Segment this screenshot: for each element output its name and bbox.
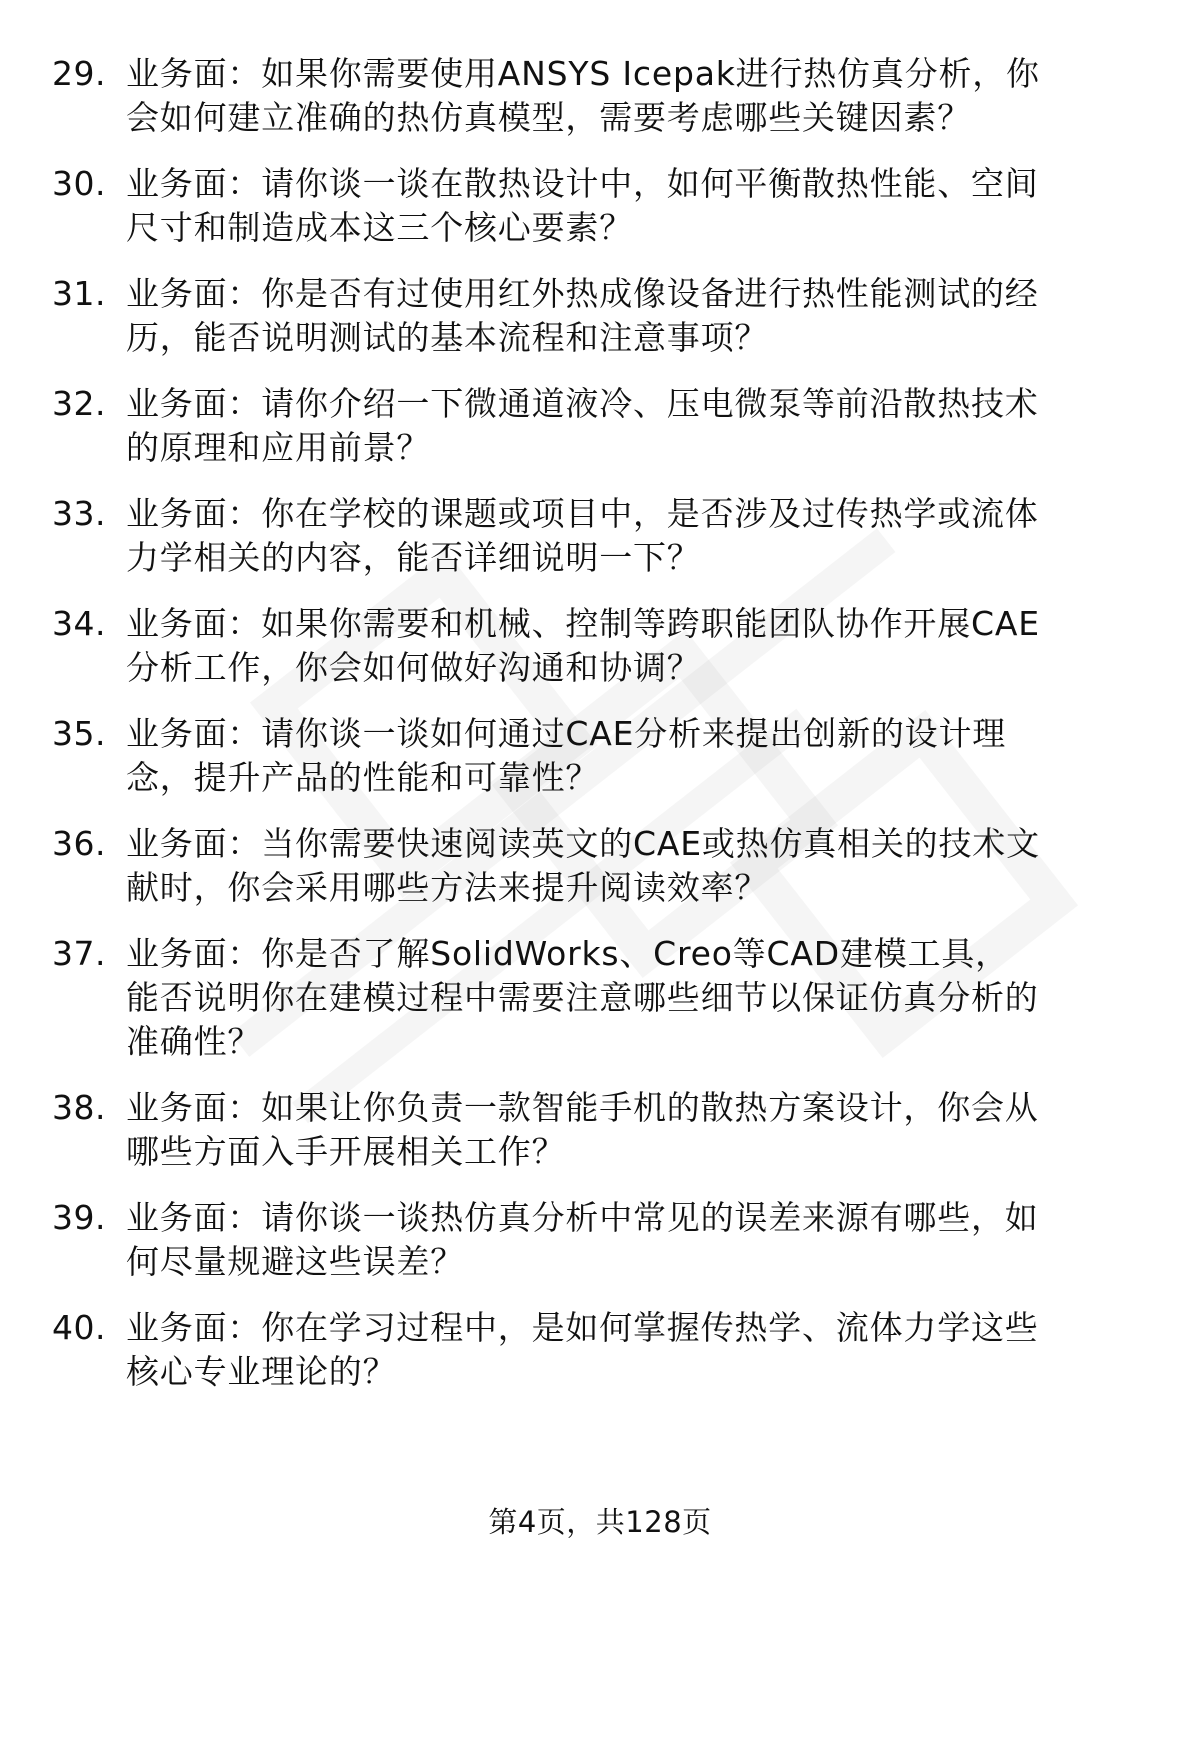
- question-item: [0, 492, 1200, 580]
- question-text: 业务面：你在学习过程中，是如何掌握传热学、流体力学这些核心专业理论的？: [126, 1308, 1039, 1391]
- question-text: 业务面：请你谈一谈在散热设计中，如何平衡散热性能、空间尺寸和制造成本这三个核心要素？: [126, 164, 1039, 247]
- question-number: 30.: [52, 164, 106, 203]
- question-item: [0, 602, 1200, 690]
- question-number: 31.: [52, 274, 106, 313]
- question-number: 39.: [52, 1198, 106, 1237]
- question-item: [0, 52, 1200, 140]
- question-item: [0, 1196, 1200, 1284]
- question-number: 38.: [52, 1088, 106, 1127]
- question-number: 36.: [52, 824, 106, 863]
- question-text: 业务面：如果你需要使用ANSYS Icepak进行热仿真分析，你会如何建立准确的热仿真模型，需要考虑哪些关键因素？: [126, 54, 1040, 137]
- question-text: 业务面：你是否了解SolidWorks、Creo等CAD建模工具，能否说明你在建模过程中需要注意哪些细节以保证仿真分析的准确性？: [126, 934, 1039, 1061]
- question-item: [0, 712, 1200, 800]
- question-number: 32.: [52, 384, 106, 423]
- question-number: 40.: [52, 1308, 106, 1347]
- question-item: [0, 382, 1200, 470]
- question-text: 业务面：请你介绍一下微通道液冷、压电微泵等前沿散热技术的原理和应用前景？: [126, 384, 1039, 467]
- question-number: 34.: [52, 604, 106, 643]
- question-number: 29.: [52, 54, 106, 93]
- question-text: 业务面：如果你需要和机械、控制等跨职能团队协作开展CAE分析工作，你会如何做好沟通和协调？: [126, 604, 1040, 687]
- question-number: 37.: [52, 934, 106, 973]
- question-text: 业务面：你在学校的课题或项目中，是否涉及过传热学或流体力学相关的内容，能否详细说明一下？: [126, 494, 1039, 577]
- question-item: [0, 162, 1200, 250]
- question-list: [0, 52, 1200, 1416]
- question-text: 业务面：当你需要快速阅读英文的CAE或热仿真相关的技术文献时，你会采用哪些方法来提升阅读效率？: [126, 824, 1040, 907]
- question-item: [0, 272, 1200, 360]
- question-number: 33.: [52, 494, 106, 533]
- question-item: [0, 1306, 1200, 1394]
- question-text: 业务面：请你谈一谈热仿真分析中常见的误差来源有哪些，如何尽量规避这些误差？: [126, 1198, 1039, 1281]
- question-item: [0, 1086, 1200, 1174]
- question-text: 业务面：请你谈一谈如何通过CAE分析来提出创新的设计理念，提升产品的性能和可靠性？: [126, 714, 1007, 797]
- page-footer: 第4页，共128页: [488, 1505, 712, 1539]
- question-item: [0, 822, 1200, 910]
- question-item: [0, 932, 1200, 1064]
- question-text: 业务面：你是否有过使用红外热成像设备进行热性能测试的经历，能否说明测试的基本流程和注意事项？: [126, 274, 1039, 357]
- question-number: 35.: [52, 714, 106, 753]
- question-text: 业务面：如果让你负责一款智能手机的散热方案设计，你会从哪些方面入手开展相关工作？: [126, 1088, 1039, 1171]
